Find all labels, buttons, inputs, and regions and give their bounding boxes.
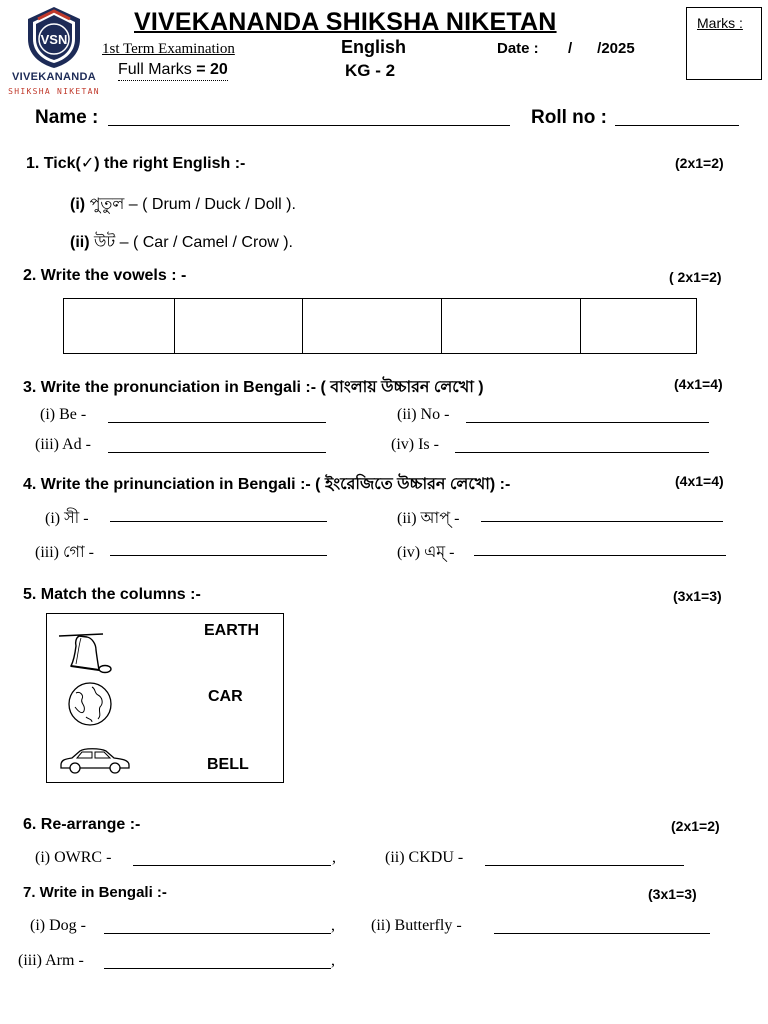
marks-box — [686, 7, 762, 80]
shield-logo-icon — [24, 5, 84, 69]
q3-number: 3. — [23, 379, 37, 396]
roll-field[interactable] — [615, 111, 739, 126]
q6-marks: (2x1=2) — [671, 818, 720, 834]
q4-number: 4. — [23, 476, 37, 493]
name-field[interactable] — [108, 111, 510, 126]
q1-number: 1. — [26, 155, 40, 172]
q6-title: 6. Re-arrange :- — [23, 816, 141, 833]
q2-heading — [23, 267, 186, 285]
date-label: Date : — [497, 40, 539, 57]
q1-item-1[interactable] — [70, 191, 296, 218]
q1-title: Tick(✓) the right English :- — [43, 155, 246, 172]
roll-label: Roll no : — [531, 107, 607, 128]
q3-title: Write the pronunciation in Bengali :- ( বাংলায় উচ্চারন লেখো ) — [40, 379, 484, 396]
q4-item-1: (i) সী - — [45, 510, 89, 527]
q7-answer-1[interactable] — [104, 919, 331, 934]
full-marks-value: = 20 — [196, 61, 228, 78]
q3-answer-2[interactable] — [466, 408, 709, 423]
globe-icon — [66, 681, 114, 727]
vowels-row — [64, 299, 697, 354]
q3-item-2: (ii) No - — [397, 406, 450, 423]
q3-answer-3[interactable] — [108, 438, 326, 453]
q4-answer-3[interactable] — [110, 541, 327, 556]
vowels-table — [63, 298, 697, 354]
q4-answer-1[interactable] — [110, 507, 327, 522]
match-word-earth[interactable]: EARTH — [204, 622, 260, 639]
class-name: KG - 2 — [345, 61, 396, 80]
q2-marks: ( 2x1=2) — [669, 269, 722, 285]
logo-initials: VSN — [40, 32, 68, 47]
q6-answer-2[interactable] — [485, 851, 684, 866]
logo-name: VIVEKANANDA — [12, 71, 96, 83]
q3-item-1: (i) Be - — [40, 406, 87, 423]
q4-heading — [23, 471, 510, 498]
q7-item-2: (ii) Butterfly - — [371, 917, 462, 934]
q3-item-4: (iv) Is - — [391, 436, 439, 453]
q4-item-4: (iv) এম্ - — [397, 544, 455, 561]
q1-heading — [26, 153, 245, 173]
q4-item-2: (ii) আপ্ - — [397, 510, 460, 527]
logo-subtitle: SHIKSHA NIKETAN — [8, 87, 100, 96]
q4-item-3: (iii) গো - — [35, 544, 94, 561]
q4-answer-2[interactable] — [481, 507, 723, 522]
q1-item-2-num: (ii) — [70, 234, 90, 251]
q1-item-1-text: পুতুল – ( Drum / Duck / Doll ). — [89, 196, 296, 213]
q6-item-1: (i) OWRC - — [35, 849, 112, 866]
q5-marks: (3x1=3) — [673, 588, 722, 604]
subject: English — [341, 37, 407, 57]
vowel-box[interactable] — [303, 299, 442, 354]
q7-title: 7. Write in Bengali :- — [23, 884, 167, 901]
q5-title: 5. Match the columns :- — [23, 586, 201, 603]
q3-answer-1[interactable] — [108, 408, 326, 423]
q4-marks: (4x1=4) — [675, 473, 724, 489]
q7-answer-3[interactable] — [104, 954, 331, 969]
match-columns-box — [46, 613, 284, 783]
q7-item-1: (i) Dog - — [30, 917, 86, 934]
q3-item-3: (iii) Ad - — [35, 436, 91, 453]
q4-title: Write the prinunciation in Bengali :- ( ইংরেজিতে উচ্চারন লেখো) :- — [40, 476, 511, 493]
exam-name: 1st Term Examination — [102, 41, 235, 57]
match-word-bell[interactable]: BELL — [207, 756, 249, 773]
q1-marks: (2x1=2) — [675, 155, 724, 171]
full-marks — [118, 61, 228, 81]
car-icon — [58, 745, 132, 775]
q3-marks: (4x1=4) — [674, 376, 723, 392]
school-logo — [8, 5, 100, 100]
marks-label: Marks : — [697, 15, 743, 31]
q6-answer-1[interactable] — [133, 851, 331, 866]
q7-answer-2[interactable] — [494, 919, 710, 934]
vowel-box[interactable] — [442, 299, 581, 354]
q3-answer-4[interactable] — [455, 438, 709, 453]
bell-icon — [57, 624, 115, 674]
vowel-box[interactable] — [175, 299, 303, 354]
vowel-box[interactable] — [581, 299, 697, 354]
q7-item-3: (iii) Arm - — [18, 952, 84, 969]
vowel-box[interactable] — [64, 299, 175, 354]
q2-title: Write the vowels : - — [40, 267, 187, 284]
q4-answer-4[interactable] — [474, 541, 726, 556]
full-marks-label: Full Marks — [118, 61, 192, 78]
q3-heading — [23, 374, 484, 401]
date-value: / /2025 — [568, 40, 635, 57]
match-word-car[interactable]: CAR — [208, 688, 243, 705]
q1-item-1-num: (i) — [70, 196, 86, 213]
q7-marks: (3x1=3) — [648, 886, 697, 902]
q2-number: 2. — [23, 267, 37, 284]
q6-item-2: (ii) CKDU - — [385, 849, 464, 866]
school-name: VIVEKANANDA SHIKSHA NIKETAN — [134, 8, 557, 36]
q1-item-2[interactable] — [70, 229, 293, 256]
name-label: Name : — [35, 107, 99, 128]
q1-item-2-text: উট – ( Car / Camel / Crow ). — [94, 234, 293, 251]
